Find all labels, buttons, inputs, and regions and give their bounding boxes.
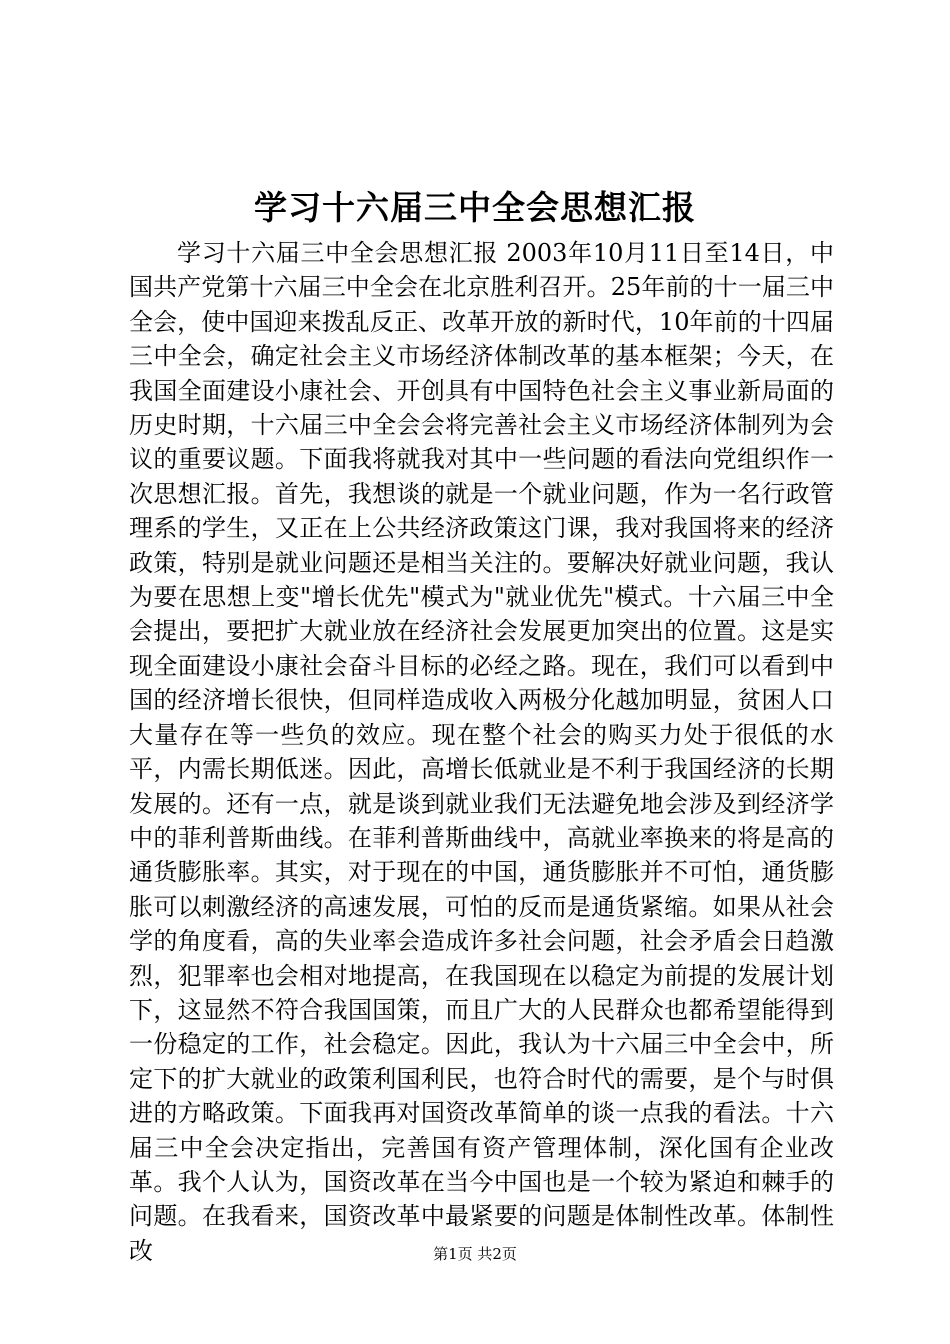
document-body: 学习十六届三中全会思想汇报 2003年10月11日至14日，中国共产党第十六届三中全会在北京胜利召开。25年前的十一届三中全会，使中国迎来拨乱反正、改革开放的新时代，10年前的十四届三中全会，确定社会主义市场经济体制改革的基本框架；今天，在我国全面建设小康社会、开创具有中国特色社会主义事业新局面的历史时期，十六届三中全会会将完善社会主义市场经济体制列为会议的重要议题。下面我将就我对其中一些问题的看法向党组织作一次思想汇报。首先，我想谈的就是一个就业问题，作为一名行政管理系的学生，又正在上公共经济政策这门课，我对我国将来的经济政策，特别是就业问题还是相当关注的。要解决好就业问题，我认为要在思想上变"增长优先"模式为"就业优先"模式。十六届三中全会提出，要把扩大就业放在经济社会发展更加突出的位置。这是实现全面建设小康社会奋斗目标的必经之路。现在，我们可以看到中国的经济增长很快，但同样造成收入两极分化越加明显，贫困人口大量存在等一些负的效应。现在整个社会的购买力处于很低的水平，内需长期低迷。因此，高增长低就业是不利于我国经济的长期发展的。还有一点，就是谈到就业我们无法避免地会涉及到经济学中的菲利普斯曲线。在菲利普斯曲线中，高就业率换来的将是高的通货膨胀率。其实，对于现在的中国，通货膨胀并不可怕，通货膨胀可以刺激经济的高速发展，可怕的反而是通货紧缩。如果从社会学的角度看，高的失业率会造成许多社会问题，社会矛盾会日趋激烈，犯罪率也会相对地提高，在我国现在以稳定为前提的发展计划下，这显然不符合我国国策，而且广大的人民群众也都希望能得到一份稳定的工作，社会稳定。因此，我认为十六届三中全会中，所定下的扩大就业的政策利国利民，也符合时代的需要，是个与时俱进的方略政策。下面我再对国资改革简单的谈一点我的看法。十六届三中全会决定指出，完善国有资产管理体制，深化国有企业改革。我个人认为，国资改革在当今中国也是一个较为紧迫和棘手的问题。在我看来，国资改革中最紧要的问题是体制性改革。体制性改 bbox=[129, 239, 834, 1265]
page-footer: 第1页 共2页 bbox=[433, 1245, 517, 1263]
document-title: 学习十六届三中全会思想汇报 bbox=[254, 188, 696, 227]
